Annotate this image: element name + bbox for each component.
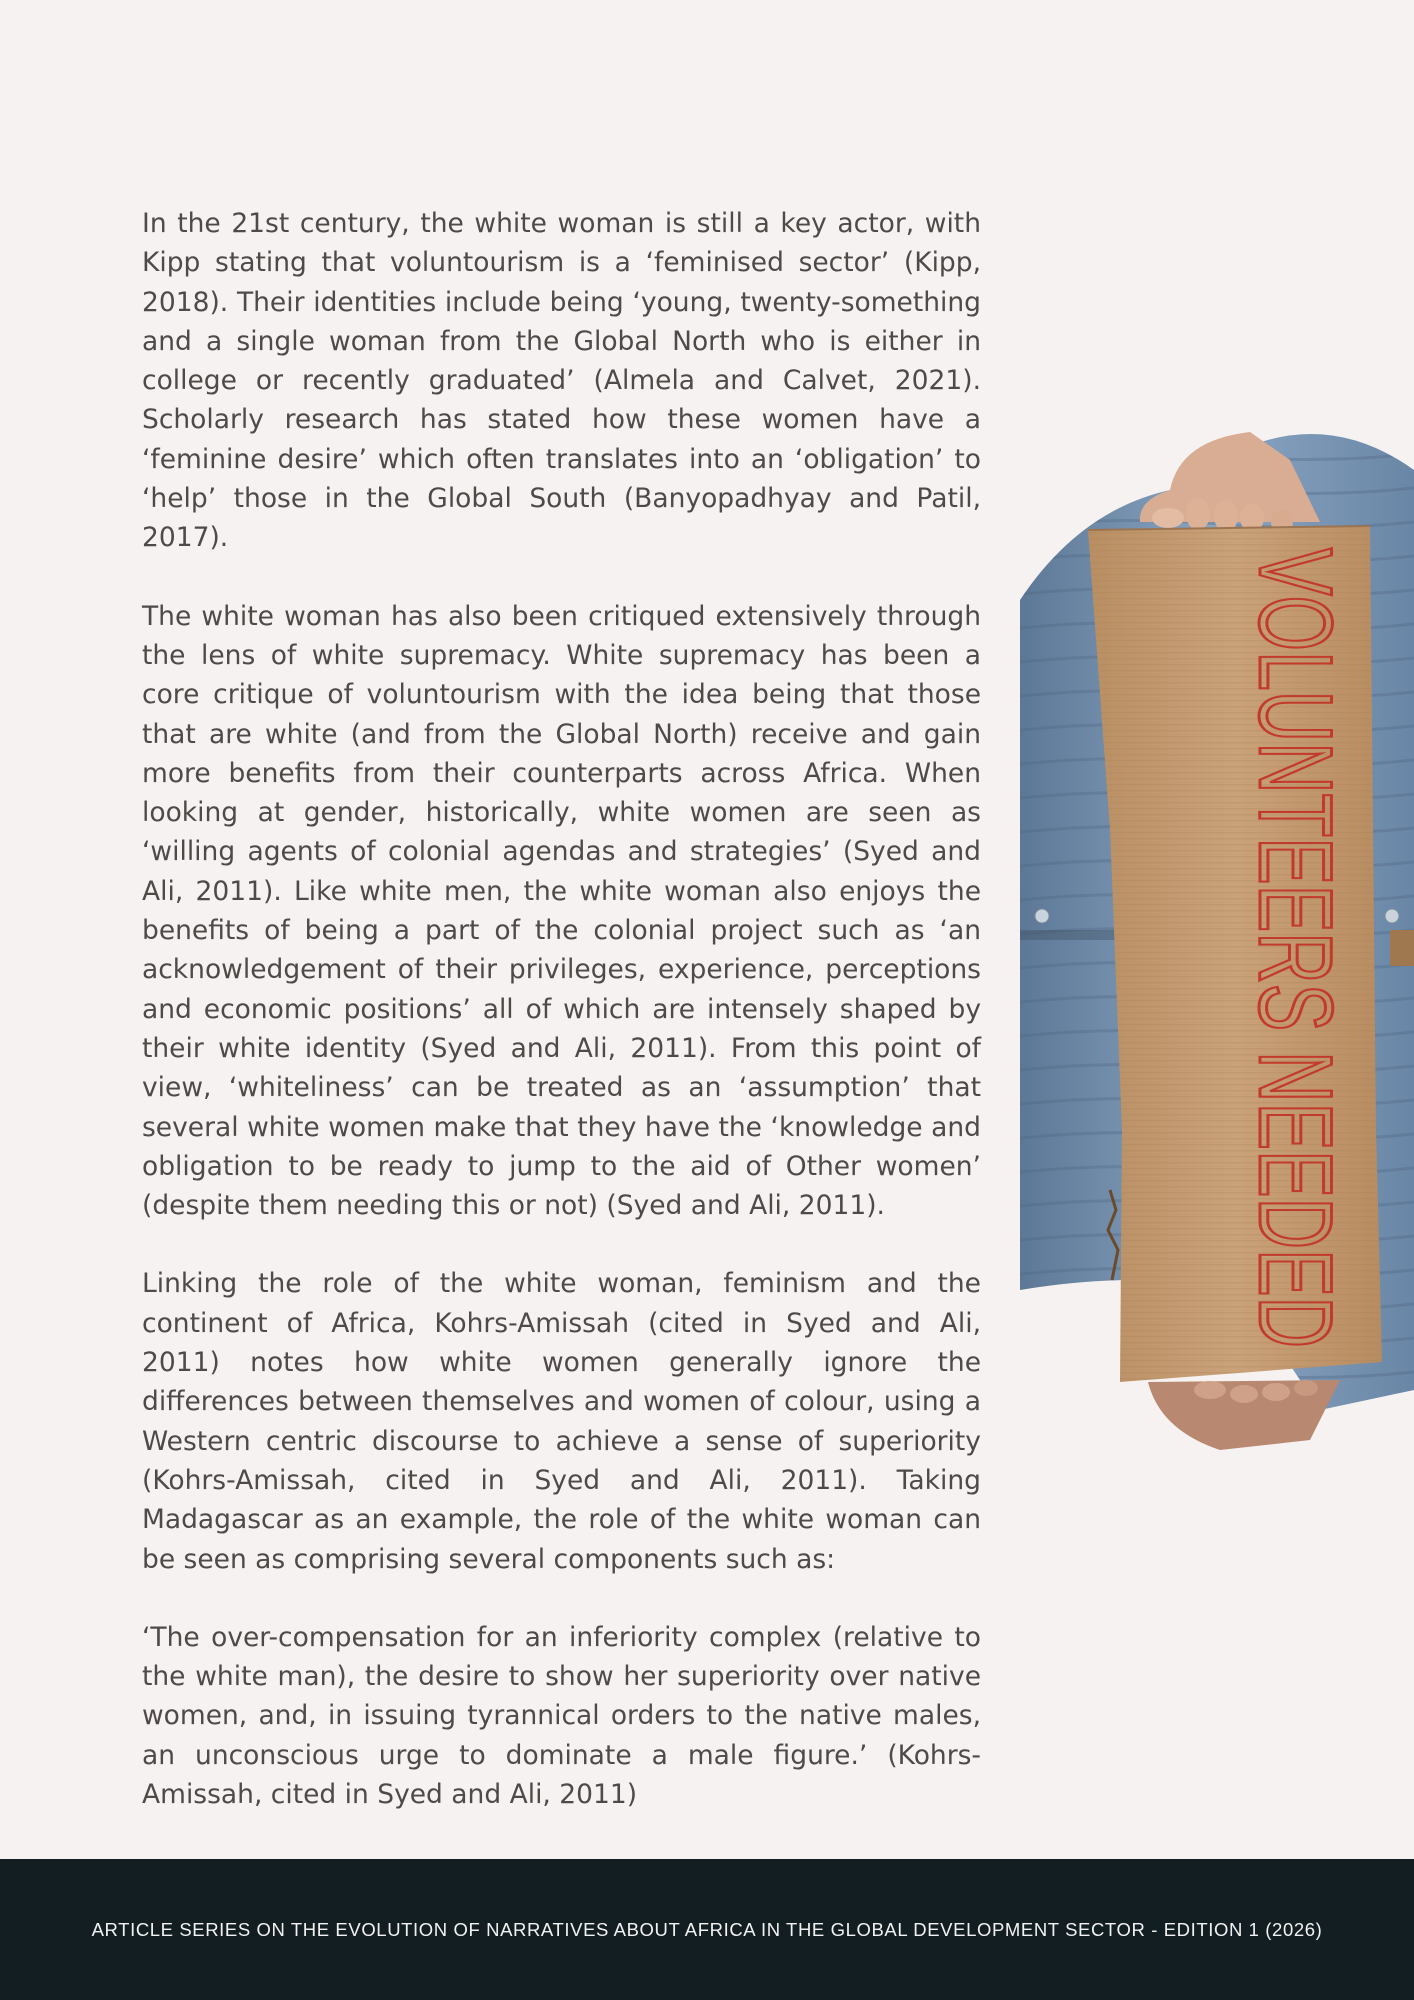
paragraph-1: In the 21st century, the white woman is still a key actor, with Kipp stating that voluntourism is a ‘feminised sector’ (Kipp, 2018). Their identities include being ‘young, twenty-something and a single woman from the Global North who is either in college or recently graduated’ (Almela and Calvet, 2021). Scholarly research has stated how these women have a ‘feminine desire’ which often translates into an ‘obligation’ to ‘help’ those in the Global South (Banyopadhyay and Patil, 2017). [142, 208, 981, 554]
bottom-hands [1148, 1380, 1340, 1450]
volunteers-needed-photo [1020, 430, 1414, 1470]
paragraph-3: Linking the role of the white woman, feminism and the continent of Africa, Kohrs-Amissah (cited in Syed and Ali, 2011) notes how white women generally ignore the differences between themselves and women of colour, using a Western centric discourse to achieve a sense of superiority (Kohrs-Amissah, cited in Syed and Ali, 2011). Taking Madagascar as an example, the role of the white woman can be seen as comprising several components such as: [142, 1268, 981, 1575]
footer-banner [0, 1859, 1414, 2000]
article-body [142, 204, 981, 1853]
sign-text: VOLUNTEERS NEEDED [1237, 548, 1353, 1470]
paragraph-2: The white woman has also been critiqued extensively through the lens of white supremacy. White supremacy has been a core critique of voluntourism with the idea being that those that are white (and from the Global North) receive and gain more benefits from their counterparts across Africa. When looking at gender, historically, white women are seen as ‘willing agents of colonial agendas and strategies’ (Syed and Ali, 2011). Like white men, the white woman also enjoys the benefits of being a part of the colonial project such as ‘an acknowledgement of their privileges, experience, perceptions and economic positions’ all of which are intensely shaped by their white identity (Syed and Ali, 2011). From this point of view, ‘whiteliness’ can be treated as an ‘assumption’ that several white women make that they have the ‘knowledge and obligation to be ready to jump to the aid of Other women’ (despite them needing this or not) (Syed and Ali, 2011). [142, 600, 981, 1222]
cardboard-sign [1088, 526, 1382, 1470]
photo-illustration [1020, 430, 1414, 1470]
footer-text: ARTICLE SERIES ON THE EVOLUTION OF NARRATIVES ABOUT AFRICA IN THE GLOBAL DEVELOPMENT SECTOR - EDITION 1 (2026) [91, 1918, 1323, 1940]
block-quote: ‘The over-compensation for an inferiority complex (relative to the white man), the desire to show her superiority over native women, and, in issuing tyrannical orders to the native males, an unconscious urge to dominate a male figure.’ (Kohrs-Amissah, cited in Syed and Ali, 2011) [142, 1621, 981, 1810]
